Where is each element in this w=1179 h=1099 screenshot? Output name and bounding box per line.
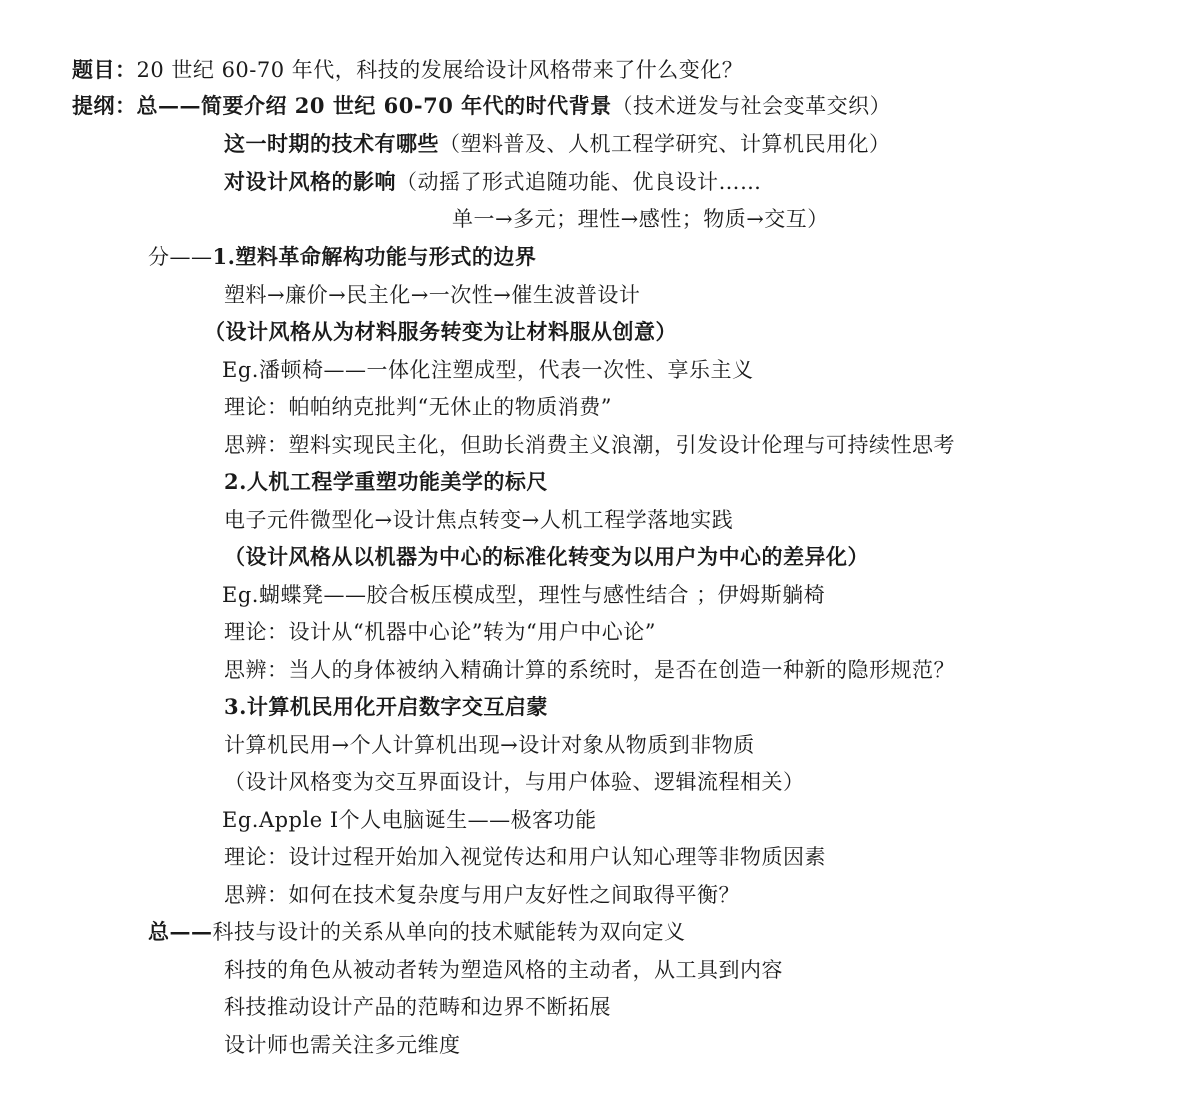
section-2-heading: 2.人机工程学重塑功能美学的标尺 (224, 469, 548, 494)
section-3-theory: 理论：设计过程开始加入视觉传达和用户认知心理等非物质因素 (224, 845, 826, 869)
outline-label: 提纲： (72, 93, 137, 118)
section-3-summary: （设计风格变为交互界面设计，与用户体验、逻辑流程相关） (224, 770, 805, 794)
outline-intro-line-1 (72, 92, 891, 120)
title-line (72, 56, 743, 84)
intro-line2-bold: 这一时期的技术有哪些 (224, 131, 439, 156)
section-3-example: Eg.Apple Ⅰ个人电脑诞生——极客功能 (222, 808, 597, 832)
section-2-summary: （设计风格从以机器为中心的标准化转变为以用户为中心的差异化） (224, 544, 869, 569)
section-2-example: Eg.蝴蝶凳——胶合板压模成型，理性与感性结合 ；伊姆斯躺椅 (222, 583, 826, 607)
conclusion-line-4: 设计师也需关注多元维度 (224, 1033, 461, 1057)
intro-marker: 总—— (136, 93, 201, 118)
section-3-chain: 计算机民用→个人计算机出现→设计对象从物质到非物质 (224, 733, 755, 757)
outline-intro-line-2 (224, 130, 891, 158)
title-label: 题目： (72, 57, 137, 82)
section-3-reflection: 思辨：如何在技术复杂度与用户友好性之间取得平衡？ (224, 883, 740, 907)
conclusion-line-3: 科技推动设计产品的范畴和边界不断拓展 (224, 995, 611, 1019)
section-2-chain: 电子元件微型化→设计焦点转变→人机工程学落地实践 (224, 508, 734, 532)
body-marker: 分—— (148, 245, 213, 269)
intro-line4-note: 单一→多元；理性→感性；物质→交互） (452, 207, 829, 231)
outline-intro-line-3 (224, 168, 762, 196)
conclusion-marker: 总—— (148, 919, 213, 944)
section-2-reflection: 思辨：当人的身体被纳入精确计算的系统时，是否在创造一种新的隐形规范？ (224, 658, 955, 682)
intro-line3-bold: 对设计风格的影响 (224, 169, 396, 194)
intro-line1-note: （技术迸发与社会变革交织） (611, 94, 892, 118)
section-1-heading-line (148, 243, 536, 271)
title-text: 20 世纪 60-70 年代，科技的发展给设计风格带来了什么变化？ (136, 58, 744, 82)
intro-line3-note: （动摇了形式追随功能、优良设计…… (396, 170, 762, 194)
section-3-heading: 3.计算机民用化开启数字交互启蒙 (224, 694, 548, 719)
intro-line1-bold: 简要介绍 20 世纪 60-70 年代的时代背景 (201, 93, 612, 118)
intro-line2-note: （塑料普及、人机工程学研究、计算机民用化） (439, 132, 891, 156)
section-2-theory: 理论：设计从“机器中心论”转为“用户中心论” (224, 620, 656, 644)
section-1-summary: （设计风格从为材料服务转变为让材料服从创意） (204, 319, 677, 344)
conclusion-line-2: 科技的角色从被动者转为塑造风格的主动者，从工具到内容 (224, 958, 783, 982)
section-1-reflection: 思辨：塑料实现民主化，但助长消费主义浪潮，引发设计伦理与可持续性思考 (224, 433, 955, 457)
outline-intro-line-4 (452, 205, 829, 233)
section-1-theory: 理论：帕帕纳克批判“无休止的物质消费” (224, 395, 612, 419)
conclusion-text-1: 科技与设计的关系从单向的技术赋能转为双向定义 (212, 920, 686, 944)
section-1-chain: 塑料→廉价→民主化→一次性→催生波普设计 (224, 283, 641, 307)
conclusion-line-1 (148, 918, 686, 946)
section-1-example: Eg.潘顿椅——一体化注塑成型，代表一次性、享乐主义 (222, 358, 754, 382)
section-1-heading: 1.塑料革命解构功能与形式的边界 (212, 244, 537, 269)
